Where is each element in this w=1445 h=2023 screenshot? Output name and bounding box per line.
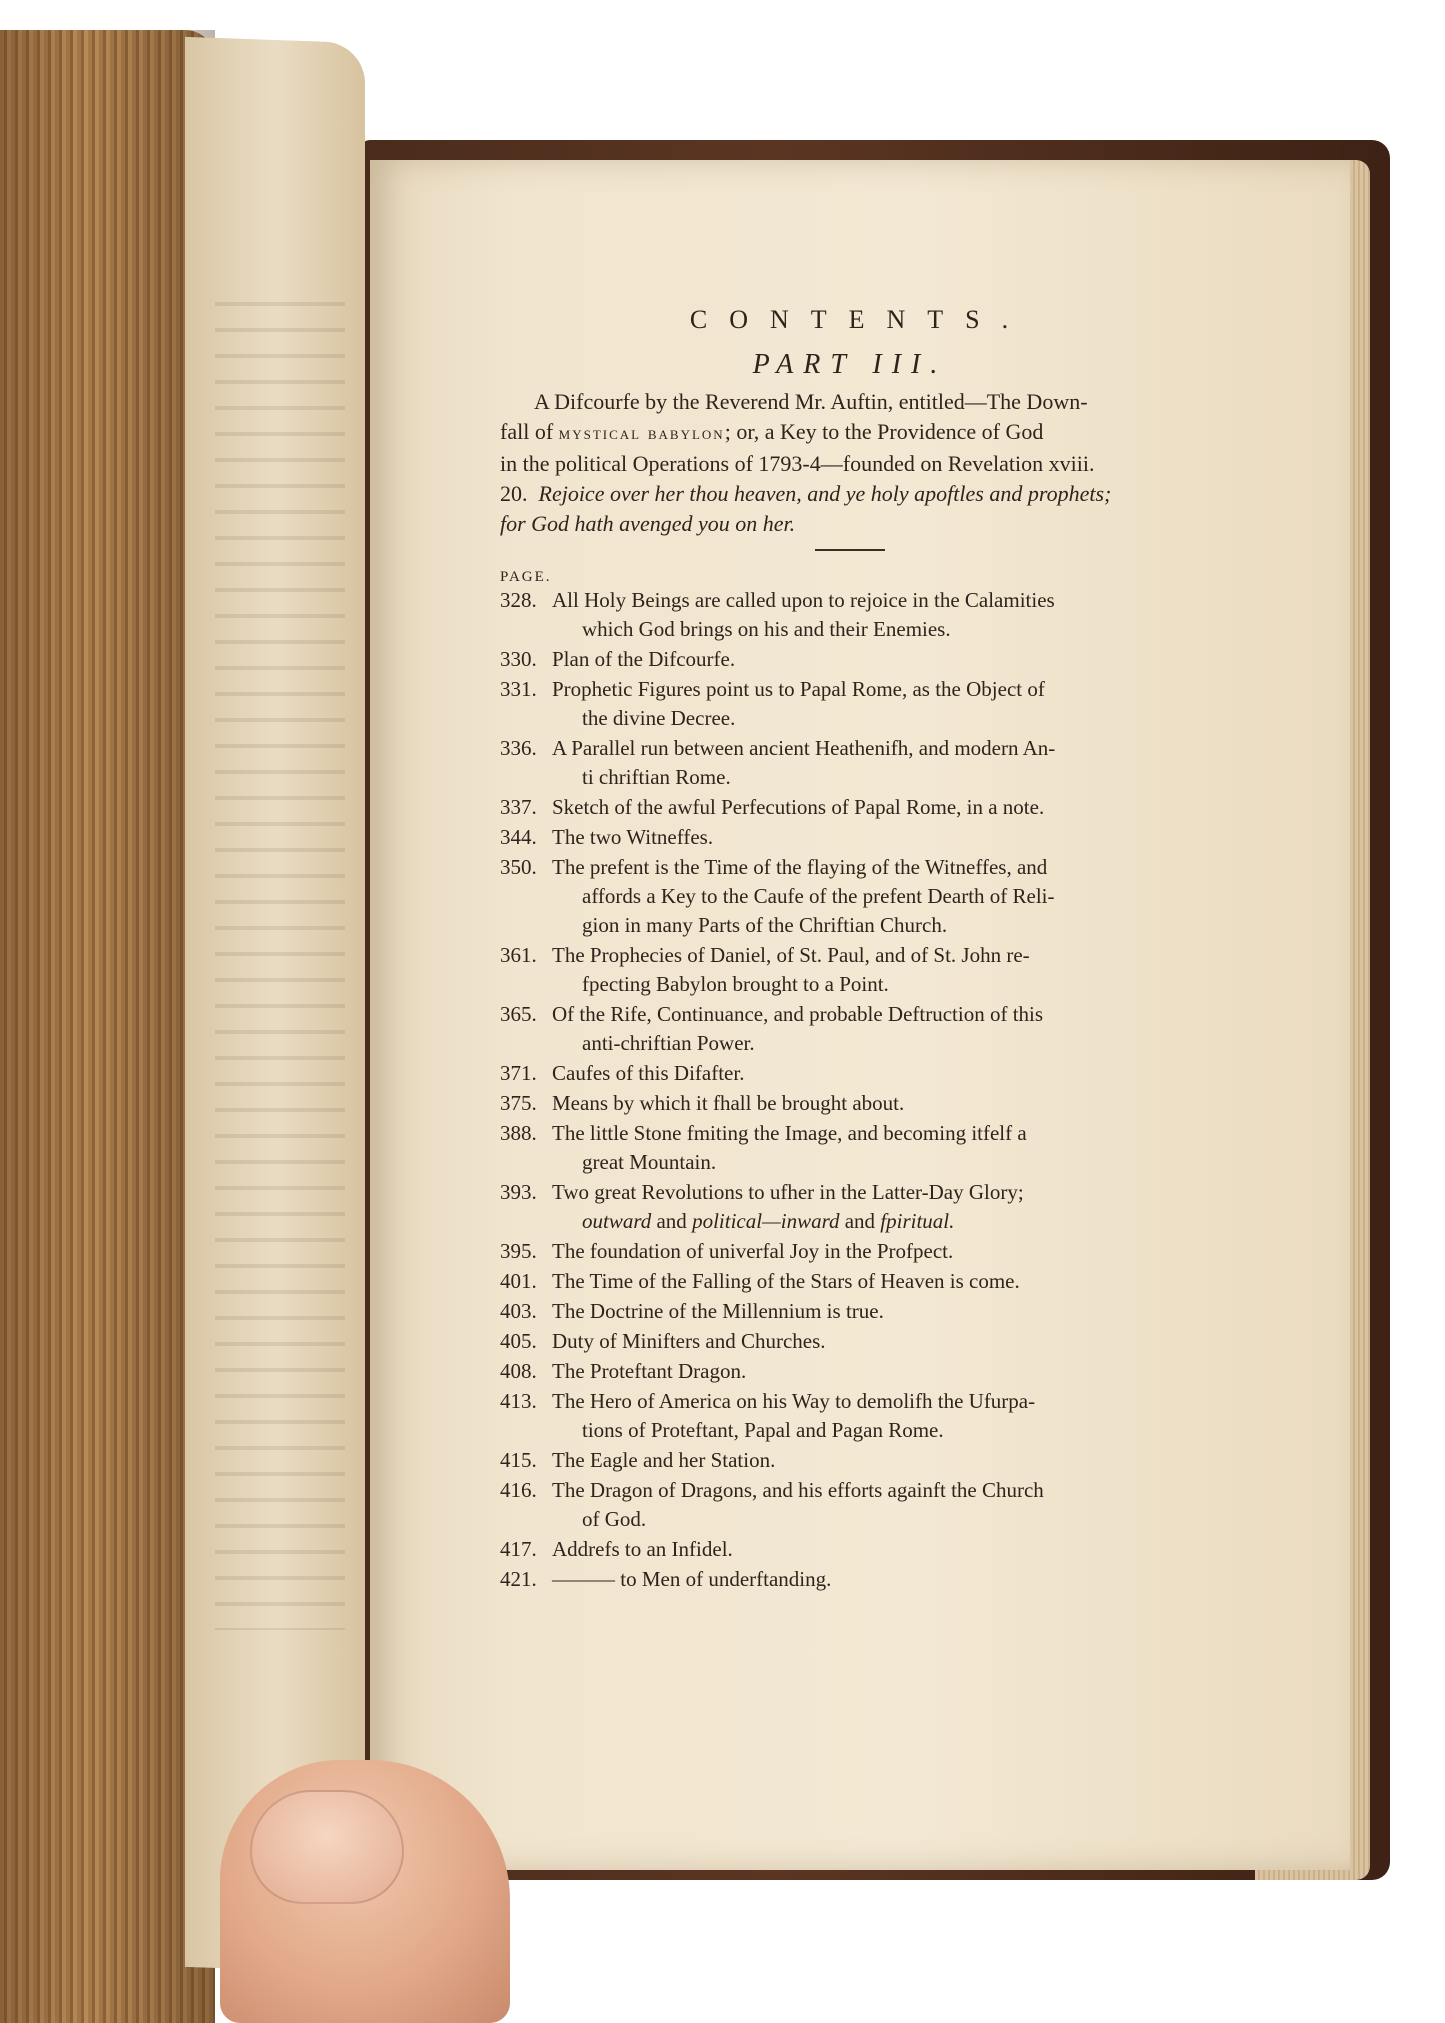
contents-entry xyxy=(500,1237,1200,1266)
entry-page-number: 330. xyxy=(500,647,537,671)
contents-entry xyxy=(500,734,1200,792)
entry-description xyxy=(552,793,1200,822)
entry-description xyxy=(552,1178,1200,1236)
entry-description xyxy=(552,1297,1200,1326)
entry-page-number: 331. xyxy=(500,677,537,701)
intro-quote-2: for God hath avenged you on her. xyxy=(500,511,796,536)
entry-text: Addrefs to an Infidel. xyxy=(552,1537,733,1561)
entry-page-number: 337. xyxy=(500,795,537,819)
entry-text: The little Stone fmiting the Image, and becoming itfelf a xyxy=(552,1121,1027,1145)
entry-page-number: 328. xyxy=(500,588,537,612)
entry-description xyxy=(552,1327,1200,1356)
entry-description xyxy=(552,823,1200,852)
contents-entry xyxy=(500,675,1200,733)
entry-continuation: affords a Key to the Caufe of the prefent Dearth of Reli- xyxy=(582,884,1055,908)
contents-entry xyxy=(500,853,1200,940)
intro-quote-1: Rejoice over her thou heaven, and ye holy apoftles and prophets; xyxy=(538,481,1112,506)
entry-text: The prefent is the Time of the flaying of the Witneffes, and xyxy=(552,855,1048,879)
entry-description xyxy=(552,645,1200,674)
entry-description xyxy=(552,1357,1200,1386)
contents-entry xyxy=(500,1535,1200,1564)
entry-description xyxy=(552,1387,1200,1445)
left-page-show-through xyxy=(215,280,345,1630)
intro-paragraph xyxy=(500,387,1200,539)
entry-page-number: 393. xyxy=(500,1180,537,1204)
entry-text: The Hero of America on his Way to demolifh the Ufurpa- xyxy=(552,1389,1036,1413)
entry-text: Of the Rife, Continuance, and probable Deftruction of this xyxy=(552,1002,1044,1026)
entry-text: Plan of the Difcourfe. xyxy=(552,647,736,671)
contents-entry xyxy=(500,1059,1200,1088)
entry-description xyxy=(552,1059,1200,1088)
entry-text: The foundation of univerfal Joy in the Profpect. xyxy=(552,1239,954,1263)
entry-description xyxy=(552,1446,1200,1475)
entry-description xyxy=(552,1267,1200,1296)
part-heading: PART III. xyxy=(752,349,948,380)
intro-verse-number: 20. xyxy=(500,481,528,506)
entry-description xyxy=(552,853,1200,940)
entry-description xyxy=(552,1119,1200,1177)
contents-entry xyxy=(500,1565,1200,1594)
entry-page-number: 417. xyxy=(500,1537,537,1561)
entry-continuation: fpecting Babylon brought to a Point. xyxy=(582,972,889,996)
entry-continuation: ti chriftian Rome. xyxy=(582,765,731,789)
intro-line-2a: fall of xyxy=(500,419,559,444)
entry-page-number: 371. xyxy=(500,1061,537,1085)
entry-text: Caufes of this Difafter. xyxy=(552,1061,745,1085)
entry-text: A Parallel run between ancient Heathenifh, and modern An- xyxy=(552,736,1056,760)
intro-mystical-babylon: mystical babylon xyxy=(558,423,725,444)
entry-text: Two great Revolutions to ufher in the Latter-Day Glory; xyxy=(552,1180,1024,1204)
entry-page-number: 388. xyxy=(500,1121,537,1145)
contents-entry xyxy=(500,1119,1200,1177)
entry-conjunction: and xyxy=(651,1209,693,1233)
entry-description xyxy=(552,675,1200,733)
entry-page-number: 403. xyxy=(500,1299,537,1323)
entry-italic-phrase: political—inward xyxy=(692,1209,840,1233)
entry-continuation: which God brings on his and their Enemies. xyxy=(582,617,951,641)
entry-text: Means by which it fhall be brought about. xyxy=(552,1091,905,1115)
entry-description xyxy=(552,1535,1200,1564)
entry-page-number: 401. xyxy=(500,1269,537,1293)
entry-page-number: 344. xyxy=(500,825,537,849)
contents-entry xyxy=(500,1000,1200,1058)
divider-rule xyxy=(815,549,885,551)
entry-description xyxy=(552,1237,1200,1266)
entry-text: The Proteftant Dragon. xyxy=(552,1359,747,1383)
contents-entry xyxy=(500,1267,1200,1296)
contents-text xyxy=(500,305,1200,1595)
entry-text: The two Witneffes. xyxy=(552,825,714,849)
thumb-nail xyxy=(250,1790,404,1904)
contents-entry xyxy=(500,1327,1200,1356)
contents-title: CONTENTS. xyxy=(689,305,1031,334)
entry-text: Prophetic Figures point us to Papal Rome, as the Object of xyxy=(552,677,1045,701)
entry-continuation xyxy=(552,1207,1200,1236)
entry-description xyxy=(552,1089,1200,1118)
contents-entry xyxy=(500,1178,1200,1236)
contents-entry xyxy=(500,793,1200,822)
entry-text: The Doctrine of the Millennium is true. xyxy=(552,1299,884,1323)
entry-description xyxy=(552,586,1200,644)
entry-page-number: 336. xyxy=(500,736,537,760)
entry-description xyxy=(552,734,1200,792)
entry-text: The Dragon of Dragons, and his efforts againft the Church xyxy=(552,1478,1044,1502)
entry-text: Duty of Minifters and Churches. xyxy=(552,1329,826,1353)
entry-description xyxy=(552,1565,1200,1594)
intro-line-3: in the political Operations of 1793-4—founded on Revelation xviii. xyxy=(500,451,1095,476)
entry-conjunction: and xyxy=(839,1209,881,1233)
contents-entry xyxy=(500,1089,1200,1118)
entry-description xyxy=(552,941,1200,999)
entry-continuation: of God. xyxy=(582,1507,647,1531)
book-fore-edge xyxy=(0,30,215,2023)
entry-page-number: 413. xyxy=(500,1389,537,1413)
contents-entry xyxy=(500,1387,1200,1445)
entry-page-number: 421. xyxy=(500,1567,537,1591)
entry-page-number: 416. xyxy=(500,1478,537,1502)
entry-description xyxy=(552,1000,1200,1058)
entry-description xyxy=(552,1476,1200,1534)
entry-continuation: anti-chriftian Power. xyxy=(582,1031,755,1055)
contents-entries xyxy=(500,586,1200,1594)
entry-continuation: the divine Decree. xyxy=(582,706,736,730)
entry-page-number: 415. xyxy=(500,1448,537,1472)
contents-entry xyxy=(500,586,1200,644)
intro-line-1: A Difcourfe by the Reverend Mr. Auftin, entitled—The Down- xyxy=(534,389,1088,414)
contents-entry xyxy=(500,1297,1200,1326)
contents-entry xyxy=(500,823,1200,852)
entry-text: All Holy Beings are called upon to rejoice in the Calamities xyxy=(552,588,1055,612)
contents-entry xyxy=(500,941,1200,999)
entry-page-number: 361. xyxy=(500,943,537,967)
entry-continuation: great Mountain. xyxy=(582,1150,717,1174)
intro-line-2b: ; or, a Key to the Providence of God xyxy=(724,419,1044,444)
page-column-label: PAGE. xyxy=(500,569,552,585)
entry-text: ——— to Men of underftanding. xyxy=(552,1567,832,1591)
contents-entry xyxy=(500,1357,1200,1386)
entry-text: The Time of the Falling of the Stars of Heaven is come. xyxy=(552,1269,1020,1293)
entry-text: The Eagle and her Station. xyxy=(552,1448,776,1472)
entry-text: The Prophecies of Daniel, of St. Paul, and of St. John re- xyxy=(552,943,1030,967)
entry-page-number: 408. xyxy=(500,1359,537,1383)
entry-italic-phrase: outward xyxy=(582,1209,652,1233)
entry-continuation: gion in many Parts of the Chriftian Church. xyxy=(582,913,948,937)
entry-page-number: 365. xyxy=(500,1002,537,1026)
contents-entry xyxy=(500,1476,1200,1534)
entry-page-number: 405. xyxy=(500,1329,537,1353)
entry-italic-phrase: fpiritual. xyxy=(880,1209,955,1233)
entry-page-number: 375. xyxy=(500,1091,537,1115)
entry-continuation: tions of Proteftant, Papal and Pagan Rome. xyxy=(582,1418,944,1442)
contents-entry xyxy=(500,645,1200,674)
entry-page-number: 350. xyxy=(500,855,537,879)
entry-text: Sketch of the awful Perfecutions of Papal Rome, in a note. xyxy=(552,795,1045,819)
contents-entry xyxy=(500,1446,1200,1475)
entry-page-number: 395. xyxy=(500,1239,537,1263)
